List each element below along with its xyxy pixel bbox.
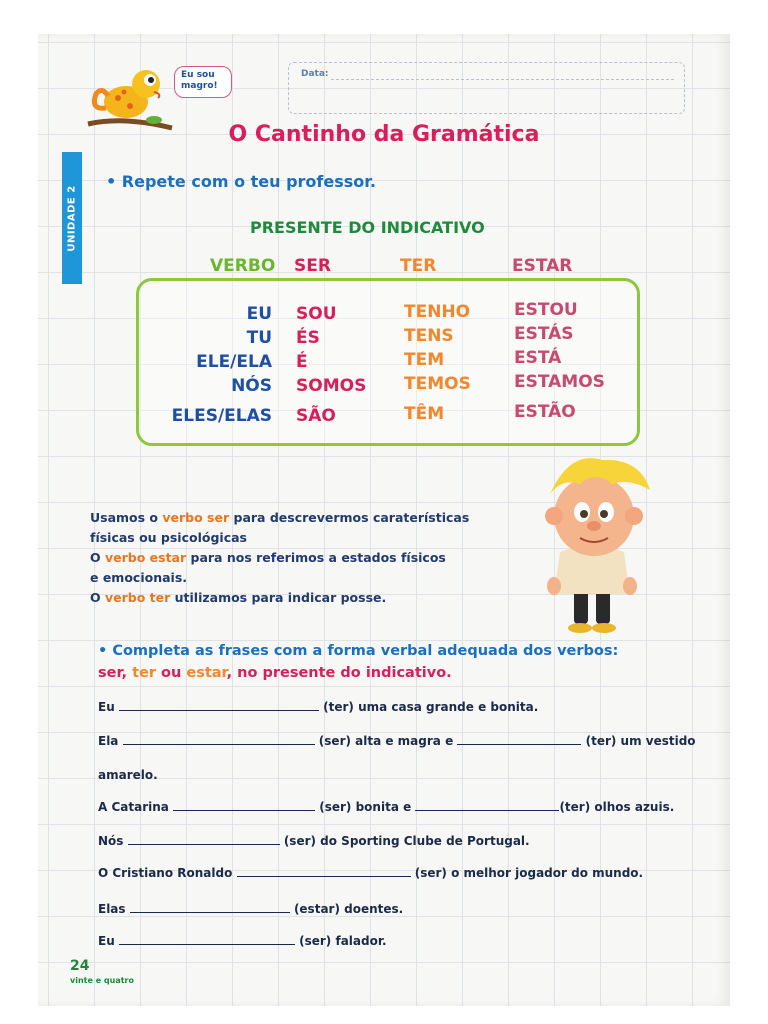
unit-tab — [62, 152, 82, 284]
estar-form: ESTOU — [514, 300, 578, 320]
ter-form: TEMOS — [404, 374, 471, 394]
page-number-words: vinte e quatro — [70, 976, 134, 985]
estar-form: ESTAMOS — [514, 372, 605, 392]
answer-blank[interactable] — [457, 734, 581, 745]
pronoun: TU — [246, 328, 272, 348]
exercise-sentence-7: Eu (ser) falador. — [98, 934, 387, 948]
estar-form: ESTÁ — [514, 348, 562, 368]
unit-tab-label: UNIDADE 2 — [66, 184, 78, 252]
answer-blank[interactable] — [123, 734, 315, 745]
exercise-sentence-2-end: amarelo. — [98, 768, 158, 782]
exercise-sentence-6: Elas (estar) doentes. — [98, 902, 404, 916]
header-estar: ESTAR — [512, 256, 573, 276]
estar-form: ESTÁS — [514, 324, 574, 344]
answer-blank[interactable] — [128, 834, 280, 845]
date-box[interactable] — [288, 62, 685, 114]
answer-blank[interactable] — [119, 700, 319, 711]
answer-blank[interactable] — [237, 866, 411, 877]
estar-form: ESTÃO — [514, 402, 576, 422]
boy-illustration — [540, 454, 664, 638]
exercise-instruction-line: ser, ter ou estar, no presente do indicativo. — [98, 665, 452, 681]
answer-blank[interactable] — [415, 800, 559, 811]
explanation-line: O verbo ter utilizamos para indicar posse. — [90, 590, 387, 605]
speech-bubble: Eu sou magro! — [174, 66, 232, 98]
page-title: O Cantinho da Gramática — [228, 122, 540, 147]
exercise-sentence-5: O Cristiano Ronaldo (ser) o melhor jogador do mundo. — [98, 866, 644, 880]
exercise-instruction-line: • Completa as frases com a forma verbal adequada dos verbos: — [98, 643, 619, 659]
explanation-line: e emocionais. — [90, 570, 188, 585]
answer-blank[interactable] — [130, 902, 290, 913]
date-label: Data: — [301, 69, 329, 79]
exercise-sentence-1: Eu (ter) uma casa grande e bonita. — [98, 700, 539, 714]
header-verbo: VERBO — [210, 256, 276, 276]
workbook-page — [38, 34, 730, 1006]
explanation-line: físicas ou psicológicas — [90, 530, 247, 545]
exercise-sentence-3: A Catarina (ser) bonita e (ter) olhos azuis. — [98, 800, 675, 814]
explanation-line: O verbo estar para nos referimos a estados físicos — [90, 550, 446, 565]
section-title: PRESENTE DO INDICATIVO — [250, 218, 485, 237]
exercise-sentence-2: Ela (ser) alta e magra e (ter) um vestido — [98, 734, 696, 748]
pronoun: ELES/ELAS — [171, 406, 272, 426]
ter-form: TENS — [404, 326, 454, 346]
ser-form: ÉS — [296, 328, 320, 348]
explanation — [90, 508, 469, 608]
ser-form: É — [296, 352, 308, 372]
answer-blank[interactable] — [119, 934, 295, 945]
header-ter: TER — [400, 256, 437, 276]
pronoun: NÓS — [231, 376, 272, 396]
pronoun: ELE/ELA — [196, 352, 272, 372]
date-line — [331, 79, 674, 80]
instruction: • Repete com o teu professor. — [106, 172, 376, 191]
ter-form: TÊM — [404, 404, 445, 424]
header-ser: SER — [294, 256, 331, 276]
ser-form: SOMOS — [296, 376, 367, 396]
explanation-line: Usamos o verbo ser para descrevermos caraterísticas — [90, 510, 470, 525]
exercise-instruction — [98, 640, 618, 684]
answer-blank[interactable] — [173, 800, 315, 811]
exercise-sentence-4: Nós (ser) do Sporting Clube de Portugal. — [98, 834, 530, 848]
ser-form: SOU — [296, 304, 337, 324]
page-number: 24 — [70, 958, 90, 974]
pronoun: EU — [246, 304, 272, 324]
ser-form: SÃO — [296, 406, 336, 426]
ter-form: TENHO — [404, 302, 471, 322]
ter-form: TEM — [404, 350, 445, 370]
